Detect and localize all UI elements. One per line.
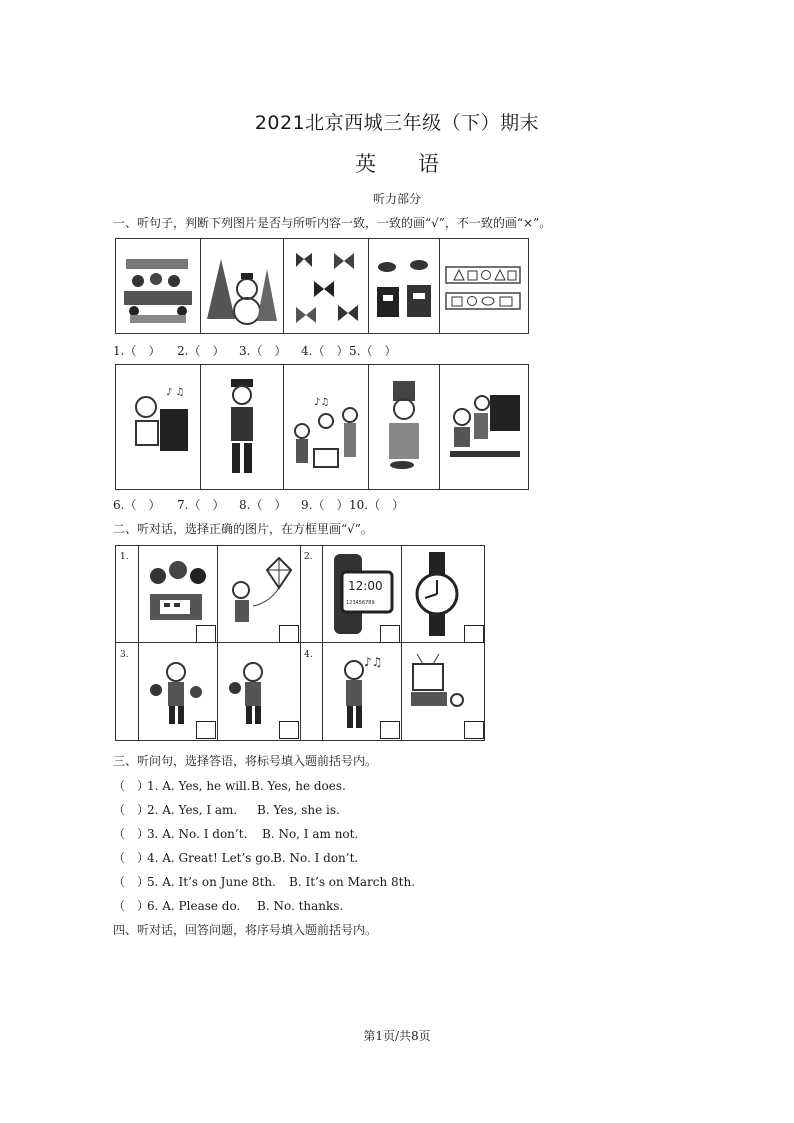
svg-text:♪ ♫: ♪ ♫ [166, 387, 185, 398]
answer-paren[interactable]: （ ） [113, 875, 150, 889]
option-b: B. No. I don’t. [273, 851, 359, 865]
choice-checkbox[interactable] [279, 625, 299, 643]
choice-checkbox[interactable] [196, 721, 216, 739]
question-item [113, 825, 358, 842]
choice-checkbox[interactable] [380, 721, 400, 739]
page-title: 2021北京西城三年级（下）期末 [254, 112, 540, 134]
subject-title: 英 语 [355, 152, 439, 176]
answer-slot[interactable]: 10.（ ） [349, 498, 405, 512]
answer-slot[interactable]: 4.（ ） [301, 344, 349, 358]
picture-strip-row2 [115, 364, 529, 490]
children-with-gift-picture [284, 365, 369, 489]
row2-answer-numbers [113, 496, 409, 513]
watch-digits: 123456789 [346, 600, 375, 606]
section2-instruction: 二、听对话，选择正确的图片，在方框里画“√”。 [113, 522, 373, 536]
answer-slot[interactable]: 3.（ ） [239, 344, 287, 358]
answer-slot[interactable]: 1.（ ） [113, 344, 161, 358]
picture-choice-grid [115, 545, 485, 741]
choice-checkbox[interactable] [279, 721, 299, 739]
butterflies-picture [284, 239, 369, 333]
question-label: 2. [304, 552, 313, 562]
answer-slot[interactable]: 2.（ ） [177, 344, 225, 358]
option-b: B. No. thanks. [257, 899, 344, 913]
option-b: B. No, I am not. [262, 827, 359, 841]
christmas-tree-snowman-picture [201, 239, 284, 333]
choice-checkbox[interactable] [464, 625, 484, 643]
question-label: 3. [120, 650, 129, 660]
question-item [113, 873, 415, 890]
choice-checkbox[interactable] [380, 625, 400, 643]
question-item [113, 849, 358, 866]
option-a: 5. A. It’s on June 8th. [147, 875, 276, 889]
watch-time: 12:00 [348, 579, 383, 593]
part-heading: 听力部分 [372, 192, 421, 206]
section4-instruction: 四、听对话，回答问题，将序号填入题前括号内。 [113, 923, 378, 937]
section3-instruction: 三、听问句，选择答语，将标号填入题前括号内。 [113, 754, 378, 768]
page-number: 第1页/共8页 [363, 1029, 431, 1043]
picture-strip-row1 [115, 238, 529, 334]
answer-slot[interactable]: 9.（ ） [301, 498, 349, 512]
question-label: 1. [120, 552, 129, 562]
option-a: 1. A. Yes, he will. [147, 779, 251, 793]
option-a: 6. A. Please do. [147, 899, 241, 913]
police-officer-picture [201, 365, 284, 489]
answer-slot[interactable]: 8.（ ） [239, 498, 287, 512]
choice-checkbox[interactable] [196, 625, 216, 643]
answer-paren[interactable]: （ ） [113, 779, 150, 793]
chef-picture [369, 365, 440, 489]
option-b: B. Yes, she is. [257, 803, 340, 817]
question-item [113, 801, 340, 818]
option-a: 4. A. Great! Let’s go. [147, 851, 274, 865]
row1-answer-numbers [113, 342, 409, 359]
option-b: B. It’s on March 8th. [289, 875, 416, 889]
option-b: B. Yes, he does. [251, 779, 346, 793]
question-item [113, 777, 346, 794]
option-a: 3. A. No. I don’t. [147, 827, 248, 841]
answer-slot[interactable]: 7.（ ） [177, 498, 225, 512]
option-a: 2. A. Yes, I am. [147, 803, 238, 817]
kids-watching-tv-picture [440, 365, 526, 489]
choice-checkbox[interactable] [464, 721, 484, 739]
svg-text:♪♫: ♪♫ [314, 397, 330, 408]
answer-paren[interactable]: （ ） [113, 851, 150, 865]
hats-and-boxes-picture [369, 239, 440, 333]
answer-paren[interactable]: （ ） [113, 803, 150, 817]
answer-paren[interactable]: （ ） [113, 827, 150, 841]
question-label: 4. [304, 650, 313, 660]
answer-paren[interactable]: （ ） [113, 899, 150, 913]
answer-slot[interactable]: 5.（ ） [349, 344, 397, 358]
svg-text:♪♫: ♪♫ [364, 655, 383, 669]
shapes-picture [440, 239, 526, 333]
section1-instruction: 一、听句子，判断下列图片是否与所听内容一致，一致的画“√”，不一致的画“×”。 [113, 216, 552, 230]
question-item [113, 897, 343, 914]
answer-slot[interactable]: 6.（ ） [113, 498, 161, 512]
family-dinner-picture [116, 239, 201, 333]
boy-playing-piano-picture [116, 365, 201, 489]
